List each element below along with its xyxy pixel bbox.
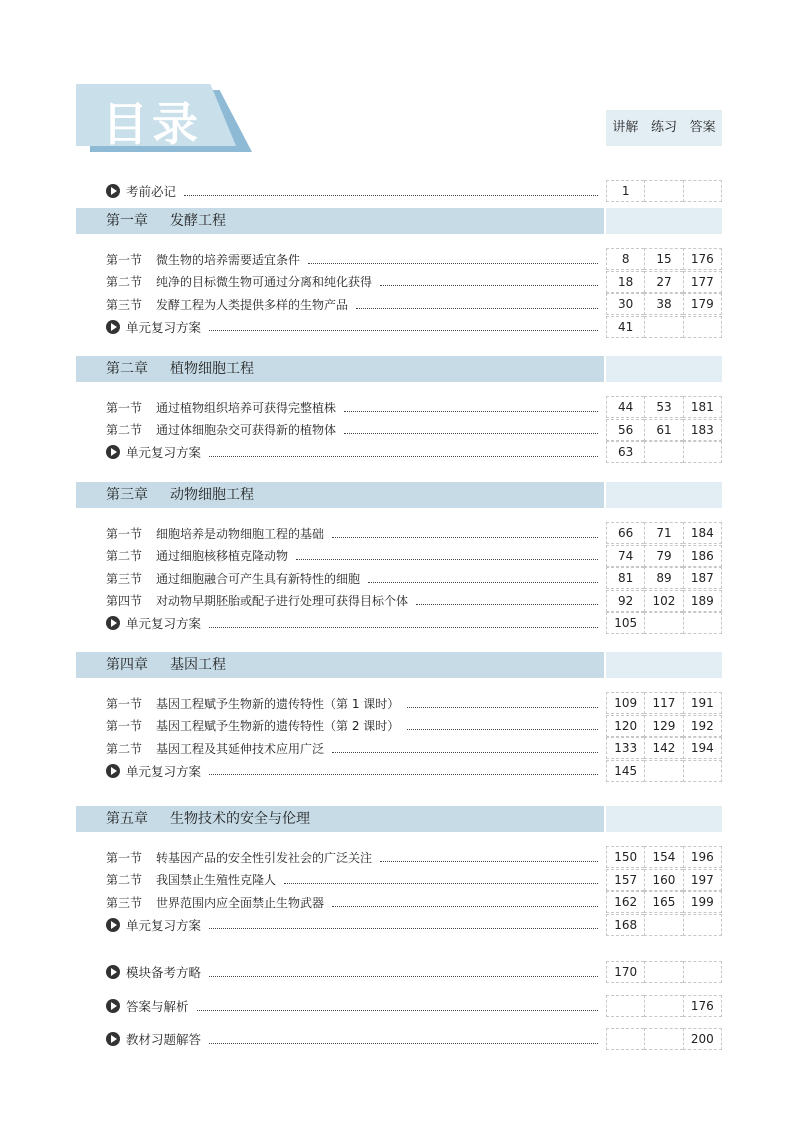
practice-page[interactable]: 38	[644, 293, 682, 315]
lecture-page[interactable]: 56	[606, 419, 644, 441]
section-number: 第二节	[106, 549, 143, 563]
section-title: 对动物早期胚胎或配子进行处理可获得目标个体	[156, 594, 409, 608]
column-header-practice: 练习	[651, 120, 678, 135]
page-number-cells	[606, 248, 722, 270]
lecture-page[interactable]: 74	[606, 545, 644, 567]
chapter-bar	[76, 356, 604, 382]
lecture-page[interactable]: 30	[606, 293, 644, 315]
answer-page[interactable]: 200	[683, 1028, 722, 1050]
page-number-cells	[606, 869, 722, 891]
answer-page[interactable]: 194	[683, 737, 722, 759]
lecture-page[interactable]: 157	[606, 869, 644, 891]
play-arrow-icon	[106, 320, 120, 334]
page-number-cells	[606, 891, 722, 913]
toc-entry-label	[126, 995, 602, 1017]
leader-dots	[209, 448, 598, 457]
page-number-cells	[606, 914, 722, 936]
play-arrow-icon	[106, 764, 120, 778]
lecture-page[interactable]: 18	[606, 271, 644, 293]
section-title: 基因工程赋予生物新的遗传特性（第 2 课时）	[156, 719, 400, 733]
chapter-number: 第四章	[106, 657, 148, 673]
entry-title: 考前必记	[126, 184, 177, 199]
answer-page[interactable]	[683, 914, 722, 936]
practice-page[interactable]	[644, 760, 682, 782]
practice-page[interactable]	[644, 995, 682, 1017]
toc-entry-label	[126, 914, 602, 936]
play-arrow-icon	[106, 918, 120, 932]
section-number: 第三节	[106, 571, 143, 586]
leader-dots	[209, 1035, 598, 1044]
practice-page[interactable]: 79	[644, 545, 682, 567]
section-number: 第二节	[106, 275, 143, 289]
leader-dots	[209, 968, 598, 977]
lecture-page[interactable]: 150	[606, 846, 644, 868]
page-number-cells	[606, 737, 722, 759]
lecture-page[interactable]: 168	[606, 914, 644, 936]
page-title-banner	[76, 84, 256, 154]
section-number: 第一节	[106, 526, 143, 541]
practice-page[interactable]: 53	[644, 396, 682, 418]
entry-title: 单元复习方案	[126, 917, 202, 933]
chapter-bar	[76, 482, 604, 508]
section-title: 世界范围内应全面禁止生物武器	[156, 895, 325, 910]
play-arrow-icon	[106, 184, 120, 198]
answer-page[interactable]: 184	[683, 522, 722, 544]
chapter-bar-right	[606, 652, 722, 678]
leader-dots	[209, 619, 598, 628]
leader-dots	[407, 721, 598, 730]
play-arrow-icon	[106, 1032, 120, 1046]
toc-entry-label	[126, 1028, 602, 1050]
section-number: 第二节	[106, 873, 143, 887]
page-number-cells	[606, 545, 722, 567]
chapter-bar	[76, 806, 604, 832]
section-title: 纯净的目标微生物可通过分离和纯化获得	[156, 275, 373, 289]
leader-dots	[209, 920, 598, 929]
page-number-cells	[606, 293, 722, 315]
section-label	[106, 737, 602, 759]
chapter-header[interactable]	[76, 482, 722, 508]
lecture-page[interactable]: 120	[606, 715, 644, 737]
practice-page[interactable]: 89	[644, 567, 682, 589]
practice-page[interactable]: 165	[644, 891, 682, 913]
section-label	[106, 869, 602, 891]
section-label	[106, 545, 602, 567]
section-title: 发酵工程为人类提供多样的生物产品	[156, 297, 349, 312]
leader-dots	[332, 529, 598, 538]
answer-page[interactable]: 192	[683, 715, 722, 737]
lecture-page[interactable]: 133	[606, 737, 644, 759]
page-number-cells	[606, 760, 722, 782]
section-label	[106, 846, 602, 868]
answer-page[interactable]	[683, 441, 722, 463]
leader-dots	[184, 187, 598, 196]
practice-page[interactable]: 61	[644, 419, 682, 441]
page-number-cells	[606, 522, 722, 544]
section-title: 微生物的培养需要适宜条件	[156, 252, 301, 267]
section-label	[106, 891, 602, 913]
leader-dots	[368, 574, 598, 583]
entry-title: 单元复习方案	[126, 763, 202, 779]
section-title: 细胞培养是动物细胞工程的基础	[156, 526, 325, 541]
chapter-header[interactable]	[76, 652, 722, 678]
column-header-lecture: 讲解	[612, 120, 639, 135]
answer-page[interactable]: 186	[683, 545, 722, 567]
section-title: 我国禁止生殖性克隆人	[156, 873, 277, 887]
section-label	[106, 248, 602, 270]
section-label	[106, 567, 602, 589]
leader-dots	[407, 699, 598, 708]
answer-page[interactable]: 183	[683, 419, 722, 441]
page-number-cells	[606, 995, 722, 1017]
section-title: 通过细胞核移植克隆动物	[156, 549, 289, 563]
practice-page[interactable]: 27	[644, 271, 682, 293]
leader-dots	[344, 425, 598, 434]
answer-page[interactable]: 176	[683, 995, 722, 1017]
leader-dots	[197, 1002, 598, 1011]
leader-dots	[344, 403, 598, 412]
section-label	[106, 419, 602, 441]
page-number-cells	[606, 692, 722, 714]
practice-page[interactable]: 142	[644, 737, 682, 759]
leader-dots	[296, 551, 598, 560]
column-headers	[606, 110, 722, 146]
entry-title: 教材习题解答	[126, 1032, 202, 1047]
section-number: 第二节	[106, 741, 143, 756]
answer-page[interactable]: 187	[683, 567, 722, 589]
entry-title: 模块备考方略	[126, 965, 202, 980]
page-number-cells	[606, 846, 722, 868]
chapter-header[interactable]	[76, 356, 722, 382]
chapter-header[interactable]	[76, 806, 722, 832]
section-number: 第三节	[106, 297, 143, 312]
chapter-number: 第一章	[106, 213, 148, 229]
section-label	[106, 692, 602, 714]
practice-page[interactable]	[644, 441, 682, 463]
practice-page[interactable]: 160	[644, 869, 682, 891]
toc-entry-label	[126, 961, 602, 983]
answer-page[interactable]: 177	[683, 271, 722, 293]
chapter-bar	[76, 652, 604, 678]
lecture-page[interactable]: 41	[606, 316, 644, 338]
section-label	[106, 293, 602, 315]
section-number: 第三节	[106, 895, 143, 910]
entry-title: 单元复习方案	[126, 319, 202, 335]
page-number-cells	[606, 316, 722, 338]
chapter-title: 动物细胞工程	[170, 487, 254, 503]
page-number-cells	[606, 180, 722, 202]
toc-entry-label	[126, 441, 602, 463]
page-title: 目录	[102, 97, 202, 151]
section-number: 第一节	[106, 696, 143, 711]
section-number: 第一节	[106, 252, 143, 267]
answer-page[interactable]	[683, 180, 722, 202]
toc-entry-label	[126, 180, 602, 202]
section-label	[106, 715, 602, 737]
leader-dots	[356, 300, 598, 309]
play-arrow-icon	[106, 999, 120, 1013]
chapter-bar	[76, 208, 604, 234]
lecture-page[interactable]: 63	[606, 441, 644, 463]
practice-page[interactable]: 102	[644, 590, 682, 612]
section-number: 第一节	[106, 719, 143, 733]
section-title: 基因工程及其延伸技术应用广泛	[156, 741, 325, 756]
chapter-number: 第五章	[106, 811, 148, 827]
section-title: 通过细胞融合可产生具有新特性的细胞	[156, 571, 361, 586]
answer-page[interactable]	[683, 760, 722, 782]
page-number-cells	[606, 590, 722, 612]
leader-dots	[284, 875, 598, 884]
practice-page[interactable]	[644, 180, 682, 202]
page-number-cells	[606, 715, 722, 737]
section-label	[106, 396, 602, 418]
page-number-cells	[606, 567, 722, 589]
section-title: 通过体细胞杂交可获得新的植物体	[156, 423, 337, 437]
toc-entry-label	[126, 612, 602, 634]
lecture-page[interactable]: 1	[606, 180, 644, 202]
section-title: 转基因产品的安全性引发社会的广泛关注	[156, 850, 373, 865]
section-number: 第一节	[106, 850, 143, 865]
chapter-number: 第二章	[106, 361, 148, 377]
answer-page[interactable]: 191	[683, 692, 722, 714]
leader-dots	[380, 277, 598, 286]
lecture-page[interactable]: 109	[606, 692, 644, 714]
leader-dots	[209, 766, 598, 775]
page-number-cells	[606, 612, 722, 634]
entry-title: 单元复习方案	[126, 616, 202, 631]
section-title: 通过植物组织培养可获得完整植株	[156, 400, 337, 415]
leader-dots	[332, 744, 598, 753]
toc-entry-label	[126, 760, 602, 782]
play-arrow-icon	[106, 445, 120, 459]
page-number-cells	[606, 396, 722, 418]
practice-page[interactable]	[644, 1028, 682, 1050]
chapter-number: 第三章	[106, 487, 148, 503]
lecture-page[interactable]: 66	[606, 522, 644, 544]
practice-page[interactable]	[644, 612, 682, 634]
entry-title: 答案与解析	[126, 999, 189, 1014]
lecture-page[interactable]: 44	[606, 396, 644, 418]
section-label	[106, 522, 602, 544]
practice-page[interactable]	[644, 961, 682, 983]
chapter-title: 发酵工程	[170, 213, 226, 229]
section-number: 第四节	[106, 594, 143, 608]
leader-dots	[209, 322, 598, 331]
practice-page[interactable]	[644, 914, 682, 936]
lecture-page[interactable]: 92	[606, 590, 644, 612]
answer-page[interactable]: 199	[683, 891, 722, 913]
lecture-page[interactable]: 145	[606, 760, 644, 782]
lecture-page[interactable]: 8	[606, 248, 644, 270]
lecture-page[interactable]	[606, 995, 644, 1017]
answer-page[interactable]: 181	[683, 396, 722, 418]
practice-page[interactable]: 154	[644, 846, 682, 868]
section-title: 基因工程赋予生物新的遗传特性（第 1 课时）	[156, 696, 400, 711]
entry-title: 单元复习方案	[126, 445, 202, 460]
chapter-title: 基因工程	[170, 657, 226, 673]
leader-dots	[416, 596, 598, 605]
chapter-bar-right	[606, 208, 722, 234]
section-number: 第二节	[106, 423, 143, 437]
chapter-bar-right	[606, 482, 722, 508]
lecture-page[interactable]: 105	[606, 612, 644, 634]
answer-page[interactable]: 179	[683, 293, 722, 315]
answer-page[interactable]	[683, 612, 722, 634]
practice-page[interactable]: 15	[644, 248, 682, 270]
lecture-page[interactable]	[606, 1028, 644, 1050]
section-label	[106, 271, 602, 293]
answer-page[interactable]	[683, 961, 722, 983]
lecture-page[interactable]: 162	[606, 891, 644, 913]
practice-page[interactable]: 117	[644, 692, 682, 714]
leader-dots	[308, 255, 598, 264]
chapter-header[interactable]	[76, 208, 722, 234]
practice-page[interactable]: 71	[644, 522, 682, 544]
chapter-bar-right	[606, 806, 722, 832]
page-number-cells	[606, 961, 722, 983]
answer-page[interactable]	[683, 316, 722, 338]
toc-entry-label	[126, 316, 602, 338]
answer-page[interactable]: 197	[683, 869, 722, 891]
leader-dots	[380, 853, 598, 862]
chapter-title: 植物细胞工程	[170, 361, 254, 377]
section-label	[106, 590, 602, 612]
page-number-cells	[606, 419, 722, 441]
practice-page[interactable]	[644, 316, 682, 338]
chapter-title: 生物技术的安全与伦理	[170, 811, 310, 827]
lecture-page[interactable]: 170	[606, 961, 644, 983]
section-number: 第一节	[106, 400, 143, 415]
column-header-answer: 答案	[689, 120, 716, 135]
practice-page[interactable]: 129	[644, 715, 682, 737]
answer-page[interactable]: 189	[683, 590, 722, 612]
page-number-cells	[606, 1028, 722, 1050]
leader-dots	[332, 898, 598, 907]
page-number-cells	[606, 441, 722, 463]
answer-page[interactable]: 176	[683, 248, 722, 270]
page-number-cells	[606, 271, 722, 293]
chapter-bar-right	[606, 356, 722, 382]
play-arrow-icon	[106, 616, 120, 630]
lecture-page[interactable]: 81	[606, 567, 644, 589]
play-arrow-icon	[106, 965, 120, 979]
answer-page[interactable]: 196	[683, 846, 722, 868]
